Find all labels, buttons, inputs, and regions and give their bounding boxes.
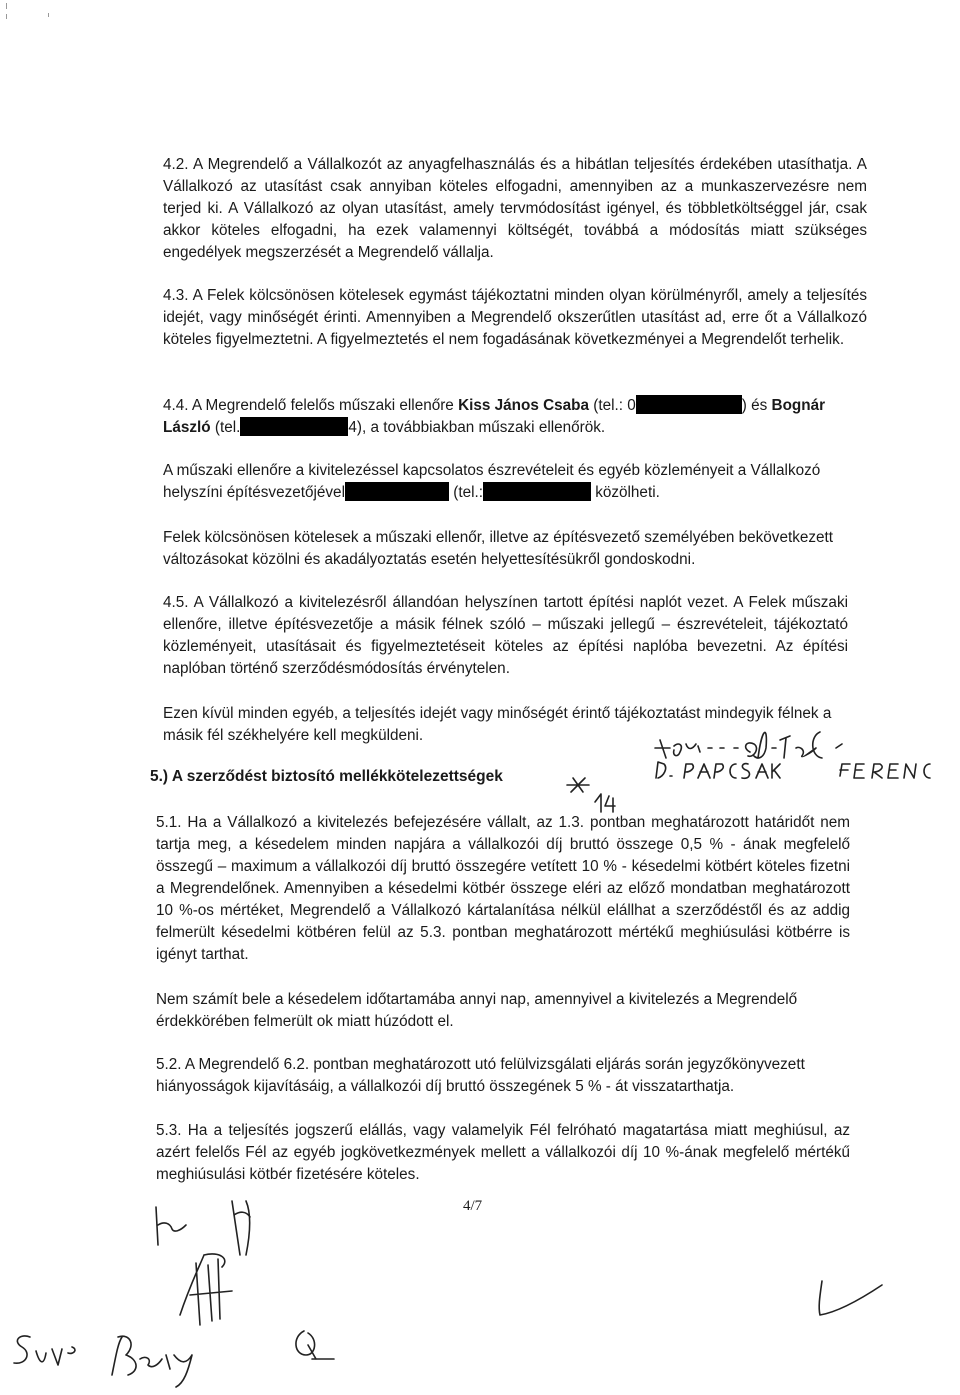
redaction-box: [483, 482, 591, 501]
text: ) és: [741, 397, 772, 414]
section-5-heading: 5.) A szerződést biztosító mellékkötelezettségek: [150, 768, 503, 785]
paragraph-4-3: 4.3. A Felek kölcsönösen kötelesek egymást tájékoztatni minden olyan körülményről, amely a teljesítés idejét, vagy minőségét érinti. Amennyiben a Megrendelő okszerűtlen utasítást ad, erre őt a Vállalkozó köteles figyelmeztetni. A figyelmeztetés el nem fogadásának következményei a Megrendelőt terhelik.: [163, 287, 867, 348]
scan-mark: [48, 13, 49, 17]
text: (tel.: [210, 419, 241, 436]
scan-mark: [6, 14, 7, 19]
paragraph-5-3: 5.3. Ha a teljesítés jogszerű elállás, vagy valamelyik Fél felróható magatartása miatt meghiúsul, az azért felelős Fél az egyéb jogkövetkezmények mellett a vállalkozói díj 10 %-ának megfelelő mértékű meghiúsulási kötbér fizetésére köteles.: [156, 1122, 850, 1183]
text: 4.4. A Megrendelő felelős műszaki ellenőre: [163, 397, 459, 414]
paragraph-4-2: 4.2. A Megrendelő a Vállalkozót az anyagfelhasználás és a hibátlan teljesítés érdekében utasíthatja. A Vállalkozó az utasítást csak annyiban köteles elfogadni, amennyiben az a munkaszervezésre nem terjed ki. A Vállalkozó az olyan utasítást, amely tervmódosítást igényel, és többletköltséggel jár, csak akkor köteles elfogadni, ha ezek valamennyi költségét, továbbá a módosítás miatt szükséges engedélyek megszerzését a Megrendelő vállalja.: [163, 156, 867, 261]
handwritten-signature: [650, 718, 960, 793]
handwritten-initials: [2, 1325, 92, 1385]
handwritten-initials: [290, 1325, 350, 1365]
paragraph-4-4: [163, 395, 873, 439]
paragraph-5-1-exclusion: Nem számít bele a késedelem időtartamába annyi nap, amennyivel a kivitelezés a Megrendelő érdekkörében felmerült ok miatt húzódott el.: [156, 991, 798, 1030]
handwritten-initials: [160, 1245, 270, 1335]
text: (tel.:: [448, 484, 483, 501]
inspector-name-1: Kiss János Csaba: [458, 397, 589, 414]
paragraph-4-5-notice: Ezen kívül minden egyéb, a teljesítés idejét vagy minőségét érintő tájékoztatást mindegyik félnek a másik fél székhelyére kell megküldeni.: [163, 705, 832, 744]
paragraph-4-4-contact: [163, 460, 873, 504]
redaction-box: [636, 395, 742, 414]
inspector-name-2a: Bognár: [771, 397, 826, 414]
text: (tel.: 0: [589, 397, 636, 414]
text: 4), a továbbiakban műszaki ellenőrök.: [348, 419, 606, 436]
paragraph-5-2: 5.2. A Megrendelő 6.2. pontban meghatározott utó felülvizsgálati eljárás során jegyzőkönyvezett hiányosságok kijavításáig, a vállalkozói díj bruttó összegének 5 % - át visszatarthatja.: [156, 1056, 805, 1095]
scan-mark: [6, 3, 7, 9]
handwritten-annotation: [565, 772, 625, 812]
text: közölheti.: [590, 484, 660, 501]
paragraph-5-1: 5.1. Ha a Vállalkozó a kivitelezés befejezésére vállalt, az 1.3. pontban meghatározott határidőt nem tartja meg, a késedelem minden napjára a vállalkozói díj bruttó összege 0,5 % - ának megfelelő összegű – maximum a vállalkozói díj bruttó összegére vetített 10 % - késedelmi kötbért köteles fizetni a Megrendelőnek. Amennyiben a késedelmi kötbér összege eléri az előző mondatban meghatározott 10 %-os mértéket, Megrendelő a Vállalkozó kártalanítása nélkül elállhat a szerződéstől és az addig felmerült késedelmi kötbéren felül az 5.3. pontban meghatározott mértékű meghiúsulási kötbérre is igényt tarthat.: [156, 814, 850, 963]
redaction-box: [240, 417, 348, 436]
redaction-box: [345, 482, 449, 501]
paragraph-4-5: 4.5. A Vállalkozó a kivitelezésről állandóan helyszínen tartott építési naplót vezet. A Felek műszaki ellenőre, illetve építésvezetője a másik félnek szóló – műszaki jellegű – észrevételeit, tájékoztató közleményeit, utasításait és figyelmeztetéseit köteles az építési naplóba bevezetni. Az építési naplóban történő szerződésmódosítás érvénytelen.: [163, 594, 848, 677]
handwritten-initials: [812, 1275, 892, 1325]
inspector-name-2b: László: [163, 419, 211, 436]
handwritten-initials: [100, 1325, 230, 1395]
paragraph-4-4-changes: Felek kölcsönösen kötelesek a műszaki ellenőr, illetve az építésvezető személyében bekövetkezett változásokat közölni és akadályoztatás esetén helyettesítésükről gondoskodni.: [163, 529, 834, 568]
page-number: 4/7: [463, 1198, 483, 1214]
text: A műszaki ellenőre a kivitelezéssel kapcsolatos észrevételeit és egyéb közleményeit a Vállalkozó helyszíni építésvezetőjével: [163, 462, 821, 501]
